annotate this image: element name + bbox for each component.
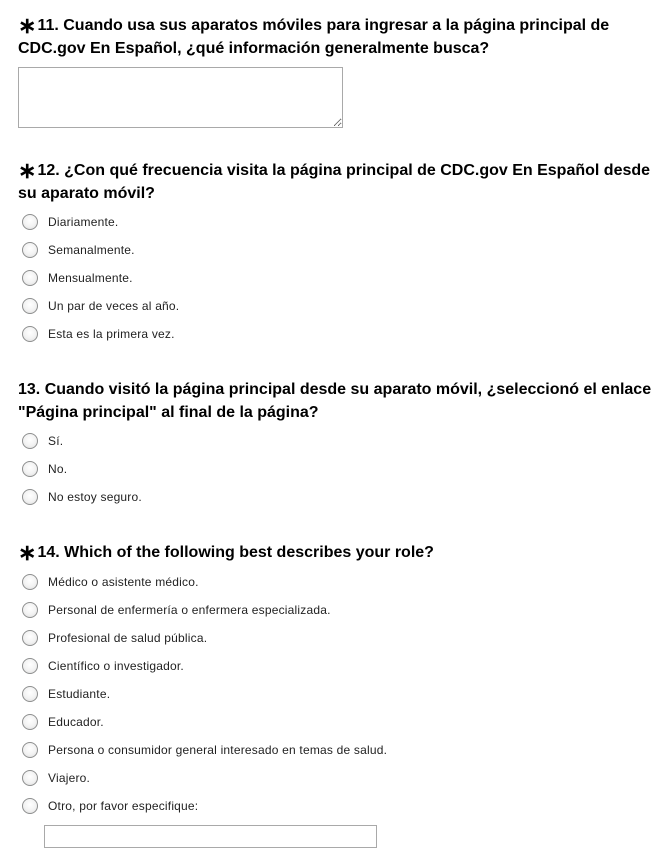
q12-options (22, 208, 652, 348)
option-label: Otro, por favor especifique: (48, 799, 199, 813)
radio-button[interactable] (22, 298, 38, 314)
q12-option[interactable] (22, 320, 652, 348)
option-label: Sí. (48, 434, 64, 448)
option-label: Un par de veces al año. (48, 299, 180, 313)
option-label: Personal de enfermería o enfermera especializada. (48, 603, 331, 617)
option-label: No. (48, 462, 68, 476)
radio-button[interactable] (22, 770, 38, 786)
q12-option[interactable] (22, 236, 652, 264)
question-14 (18, 540, 658, 813)
q14-other-specify-input[interactable] (44, 825, 377, 848)
q13-option[interactable] (22, 455, 652, 483)
q14-option[interactable] (22, 680, 652, 708)
q14-option[interactable] (22, 652, 652, 680)
question-13-text: 13. Cuando visitó la página principal desde su aparato móvil, ¿seleccionó el enlace "Página principal" al final de la página? (18, 381, 652, 421)
q12-option[interactable] (22, 292, 652, 320)
q14-options (22, 568, 652, 820)
option-label: Viajero. (48, 771, 91, 785)
q14-option[interactable] (22, 568, 652, 596)
q14-option[interactable] (22, 624, 652, 652)
q13-option[interactable] (22, 427, 652, 455)
radio-button[interactable] (22, 270, 38, 286)
radio-button[interactable] (22, 433, 38, 449)
radio-button[interactable] (22, 242, 38, 258)
q13-option[interactable] (22, 483, 652, 511)
option-label: Estudiante. (48, 687, 111, 701)
q14-option[interactable] (22, 708, 652, 736)
radio-button[interactable] (22, 214, 38, 230)
question-13 (18, 378, 658, 504)
radio-button[interactable] (22, 686, 38, 702)
option-label: Persona o consumidor general interesado en temas de salud. (48, 743, 388, 757)
q14-option[interactable] (22, 764, 652, 792)
radio-button[interactable] (22, 798, 38, 814)
option-label: Profesional de salud pública. (48, 631, 208, 645)
question-12-title (18, 159, 658, 205)
question-14-title (18, 541, 658, 564)
radio-button[interactable] (22, 326, 38, 342)
option-label: Semanalmente. (48, 243, 135, 257)
question-11 (18, 14, 658, 60)
radio-button[interactable] (22, 714, 38, 730)
question-11-title (18, 14, 658, 60)
option-label: Mensualmente. (48, 271, 133, 285)
option-label: Esta es la primera vez. (48, 327, 175, 341)
question-12-text: 12. ¿Con qué frecuencia visita la página principal de CDC.gov En Español desde su aparato móvil? (18, 162, 651, 202)
required-asterisk-icon: ∗ (18, 13, 37, 38)
q12-option[interactable] (22, 264, 652, 292)
radio-button[interactable] (22, 602, 38, 618)
question-12 (18, 158, 658, 341)
option-label: Médico o asistente médico. (48, 575, 199, 589)
q12-option[interactable] (22, 208, 652, 236)
option-label: Diariamente. (48, 215, 119, 229)
radio-button[interactable] (22, 574, 38, 590)
radio-button[interactable] (22, 489, 38, 505)
q14-option[interactable] (22, 736, 652, 764)
question-11-text: 11. Cuando usa sus aparatos móviles para ingresar a la página principal de CDC.gov En Español, ¿qué información generalmente busca? (18, 17, 610, 57)
radio-button[interactable] (22, 742, 38, 758)
q13-options (22, 427, 652, 511)
option-label: Educador. (48, 715, 104, 729)
radio-button[interactable] (22, 658, 38, 674)
question-13-title (18, 378, 658, 424)
required-asterisk-icon: ∗ (18, 158, 37, 183)
required-asterisk-icon: ∗ (18, 540, 37, 565)
radio-button[interactable] (22, 630, 38, 646)
radio-button[interactable] (22, 461, 38, 477)
option-label: No estoy seguro. (48, 490, 142, 504)
q14-option[interactable] (22, 596, 652, 624)
option-label: Científico o investigador. (48, 659, 184, 673)
question-14-text: 14. Which of the following best describes your role? (37, 544, 434, 561)
q14-option-other[interactable] (22, 792, 652, 820)
q11-answer-textarea[interactable] (18, 67, 343, 128)
